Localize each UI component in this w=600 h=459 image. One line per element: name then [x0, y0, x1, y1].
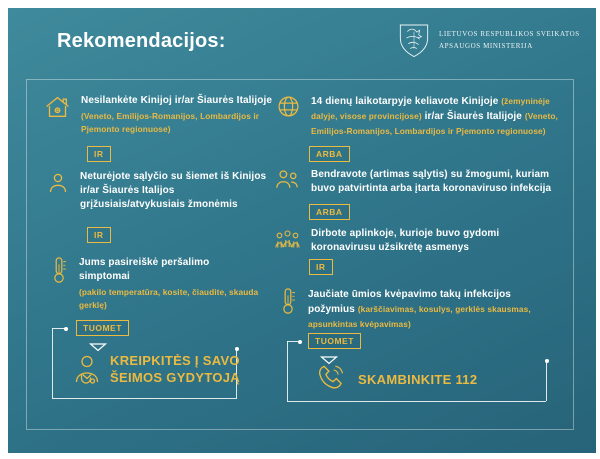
- ministry-name-line2: APSAUGOS MINISTERIJA: [439, 42, 533, 50]
- ministry-logo: [398, 23, 580, 59]
- connector-and-badge: IR: [309, 259, 333, 275]
- ministry-name-line1: LIETUVOS RESPUBLIKOS SVEIKATOS: [439, 30, 580, 39]
- condition-note: (pakilo temperatūra, kosite, čiaudite, skauda gerklę): [79, 287, 259, 310]
- globe-icon: [276, 94, 301, 139]
- condition-heading: Jaučiate ūmios kvėpavimo takų infekcijos požymius: [308, 289, 511, 315]
- condition-worked-with-patients: [274, 227, 561, 255]
- condition-heading: Nesilankėte Kinijoj ir/ar Šiaurės Italijoje: [81, 95, 273, 106]
- house-icon: [44, 94, 71, 135]
- condition-heading: Neturėjote sąlyčio su šiemet iš Kinijos ir/ar Šiaurės Italijos grįžusiais/atvykusiais žmonėmis: [80, 171, 267, 211]
- bracket-line: [52, 328, 53, 398]
- condition-heading-mixed: [308, 287, 560, 332]
- condition-note: (Veneto, Emilijos-Romanijos, Lombardijos ir Pjemonto regionuose): [81, 111, 260, 134]
- connector-and-badge: IR: [87, 146, 111, 162]
- cta-see-family-doctor: KREIPKITĖS Į SAVO ŠEIMOS GYDYTOJĄ: [110, 353, 240, 385]
- condition-close-contact-infected: [274, 168, 569, 196]
- condition-heading: Jums pasireiškė peršalimo simptomai: [79, 257, 210, 283]
- doctor-icon: [70, 352, 104, 393]
- cta-call-112: SKAMBINKITE 112: [358, 372, 478, 387]
- condition-no-contact-travelers: [46, 170, 280, 213]
- condition-respiratory-symptoms: [278, 287, 560, 332]
- phone-icon: [314, 360, 348, 399]
- condition-heading-part1: 14 dienų laikotarpyje keliavote Kinijoje: [311, 96, 499, 107]
- connector-or-badge: ARBA: [309, 204, 350, 220]
- condition-note1: (žemyninėje dalyje, visose provincijose): [311, 96, 550, 121]
- thermometer-icon: [49, 256, 69, 311]
- connector-or-badge: ARBA: [309, 146, 350, 162]
- bracket-line: [287, 401, 546, 402]
- page-title: Rekomendacijos:: [57, 30, 226, 52]
- bracket-line: [52, 398, 237, 399]
- connector-and-badge: IR: [87, 227, 111, 243]
- people-group-icon: [274, 227, 301, 255]
- people-pair-icon: [274, 168, 301, 196]
- bracket-line: [546, 361, 547, 401]
- condition-note: (karščiavimas, kosulys, gerklės skausmas, apsunkintas kvėpavimas): [308, 304, 531, 329]
- condition-heading: Bendravote (artimas sąlytis) su žmogumi, kuriam buvo patvirtinta arba įtarta koronaviruso infekcija: [311, 169, 552, 195]
- condition-no-china-italy-visit: [44, 94, 286, 135]
- ministry-name: [439, 29, 580, 52]
- bracket-line: [287, 341, 288, 401]
- bracket-dot: [64, 327, 68, 331]
- coat-of-arms-icon: [398, 23, 430, 59]
- then-badge: TUOMET: [76, 320, 129, 336]
- condition-note2: (Veneto, Emilijos-Romanijos, Lombardijos ir Pjemonto regionuose): [311, 111, 558, 136]
- then-badge: TUOMET: [308, 333, 361, 349]
- condition-heading-mixed: [311, 94, 565, 139]
- person-icon: [46, 170, 70, 213]
- condition-heading: Dirbote aplinkoje, kurioje buvo gydomi koronavirusu užsikrėtę asmenys: [311, 228, 500, 254]
- bracket-dot: [545, 359, 549, 363]
- infographic-canvas: [8, 8, 596, 453]
- thermometer-icon: [278, 287, 298, 332]
- condition-cold-symptoms: [49, 256, 259, 311]
- bracket-dot: [235, 347, 239, 351]
- bracket-dot: [298, 340, 302, 344]
- condition-heading-part2: ir/ar Šiaurės Italijoje: [424, 111, 522, 122]
- condition-traveled-china-italy: [276, 94, 565, 139]
